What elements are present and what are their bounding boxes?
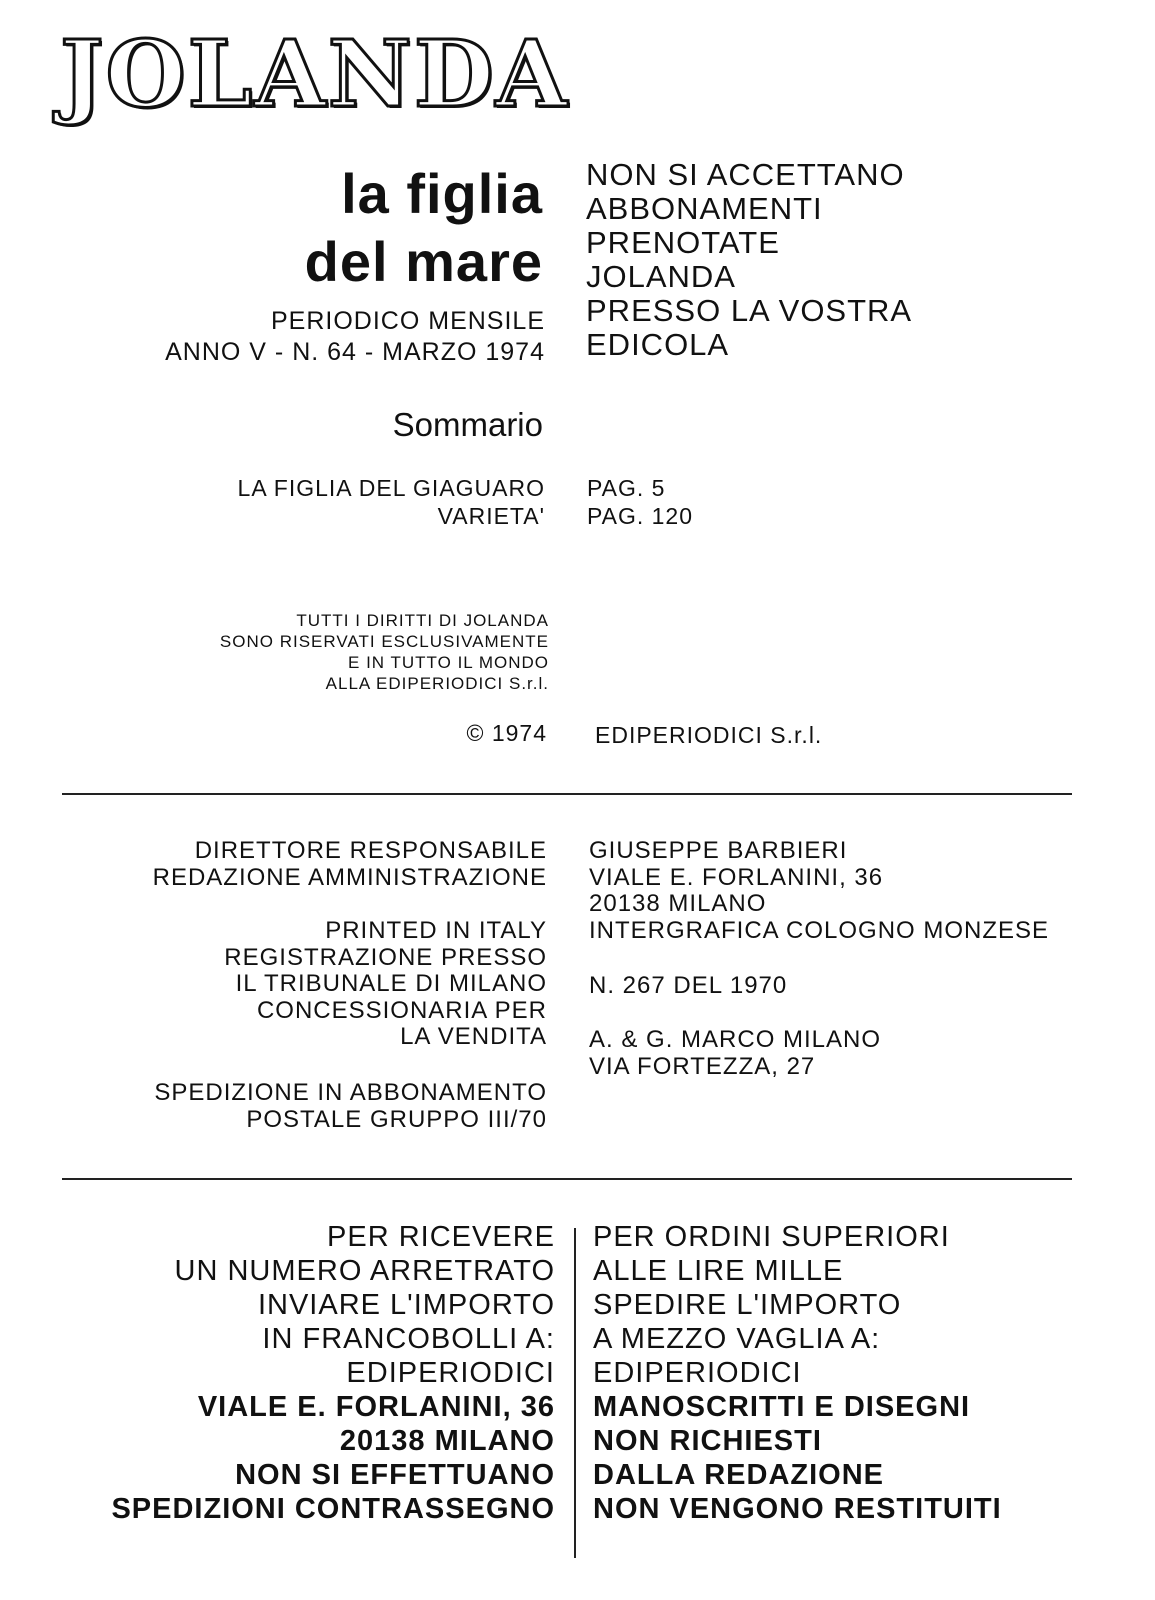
copyright-year: © 1974 (466, 720, 547, 746)
bottom-right-line: NON RICHIESTI (593, 1425, 822, 1457)
notice-line: NON SI ACCETTANO (586, 157, 905, 192)
summary-title: Sommario (392, 406, 543, 443)
credit-value: A. & G. MARCO MILANO (589, 1026, 882, 1053)
column-divider (574, 1228, 576, 1558)
bottom-left-line: PER RICEVERE (327, 1221, 555, 1253)
issue-info (165, 306, 545, 368)
bottom-left-line: SPEDIZIONI CONTRASSEGNO (111, 1493, 555, 1525)
bottom-left-line: 20138 MILANO (339, 1425, 555, 1457)
credits-right-3 (589, 1027, 881, 1080)
subscription-notice (586, 158, 912, 362)
credit-label: REGISTRAZIONE PRESSO (224, 943, 547, 971)
summary-labels (238, 474, 545, 530)
title-line-1: la figlia (341, 162, 543, 225)
summary-pages (587, 474, 693, 530)
credit-label: SPEDIZIONE IN ABBONAMENTO (154, 1079, 547, 1106)
notice-line: PRENOTATE (586, 225, 780, 260)
bottom-right-line: EDIPERIODICI (593, 1357, 802, 1389)
credits-left-2 (224, 918, 547, 1051)
bottom-left-line: INVIARE L'IMPORTO (257, 1289, 555, 1321)
bottom-right-line: A MEZZO VAGLIA A: (593, 1323, 881, 1355)
credits-right-1 (589, 838, 1049, 944)
bottom-right-line: MANOSCRITTI E DISEGNI (593, 1391, 971, 1423)
rights-line: TUTTI I DIRITTI DI JOLANDA (296, 611, 549, 630)
notice-line: EDICOLA (586, 327, 730, 362)
bottom-right-line: SPEDIRE L'IMPORTO (593, 1289, 902, 1321)
credit-value: VIA FORTEZZA, 27 (589, 1052, 816, 1080)
credit-label: IL TRIBUNALE DI MILANO (235, 970, 547, 997)
bottom-left-line: VIALE E. FORLANINI, 36 (197, 1391, 555, 1423)
bottom-left-line: UN NUMERO ARRETRATO (174, 1255, 555, 1287)
credit-label: CONCESSIONARIA PER (256, 996, 547, 1024)
credit-label: LA VENDITA (400, 1023, 547, 1050)
credit-value: 20138 MILANO (589, 890, 767, 917)
back-issue-instructions (111, 1220, 555, 1526)
notice-line: PRESSO LA VOSTRA (586, 293, 913, 328)
divider-1 (62, 793, 1072, 795)
bottom-right-line: ALLE LIRE MILLE (593, 1255, 844, 1287)
bottom-right-line: NON VENGONO RESTITUITI (593, 1493, 1002, 1525)
jolanda-logo: JOLANDA (60, 20, 569, 128)
bottom-left-line: NON SI EFFETTUANO (235, 1459, 555, 1491)
rights-line: ALLA EDIPERIODICI S.r.l. (325, 674, 549, 693)
copyright-holder: EDIPERIODICI S.r.l. (595, 722, 823, 748)
title-line-2: del mare (304, 230, 543, 293)
notice-line: JOLANDA (586, 259, 736, 294)
rights-line: E IN TUTTO IL MONDO (348, 653, 549, 672)
summary-item-label: LA FIGLIA DEL GIAGUARO (237, 475, 545, 501)
periodical-label: PERIODICO MENSILE (271, 307, 545, 335)
bottom-left-line: IN FRANCOBOLLI A: (262, 1323, 555, 1355)
rights-notice (220, 610, 549, 694)
credits-left-3 (154, 1080, 547, 1133)
credits-right-2 (589, 973, 787, 1000)
order-instructions (593, 1220, 1002, 1526)
bottom-right-line: DALLA REDAZIONE (593, 1459, 885, 1491)
summary-item-page: PAG. 5 (587, 475, 666, 501)
issue-label: ANNO V - N. 64 - MARZO 1974 (165, 338, 545, 366)
summary-item-page: PAG. 120 (587, 503, 694, 529)
bottom-left-line: EDIPERIODICI (346, 1357, 555, 1389)
rights-line: SONO RISERVATI ESCLUSIVAMENTE (219, 632, 549, 651)
credit-value: INTERGRAFICA COLOGNO MONZESE (589, 916, 1050, 944)
credit-label: DIRETTORE RESPONSABILE (194, 837, 547, 864)
credit-value: GIUSEPPE BARBIERI (589, 837, 848, 864)
credit-label: PRINTED IN ITALY (325, 917, 547, 944)
magazine-title (305, 160, 543, 296)
notice-line: ABBONAMENTI (586, 191, 823, 226)
credits-left-1 (153, 838, 547, 891)
credit-label: POSTALE GRUPPO III/70 (246, 1105, 547, 1133)
divider-2 (62, 1178, 1072, 1180)
summary-item-label: VARIETA' (437, 503, 545, 529)
credit-value: VIALE E. FORLANINI, 36 (589, 863, 884, 891)
bottom-right-line: PER ORDINI SUPERIORI (593, 1221, 950, 1253)
credit-value: N. 267 DEL 1970 (589, 972, 788, 999)
credit-label: REDAZIONE AMMINISTRAZIONE (152, 863, 547, 891)
